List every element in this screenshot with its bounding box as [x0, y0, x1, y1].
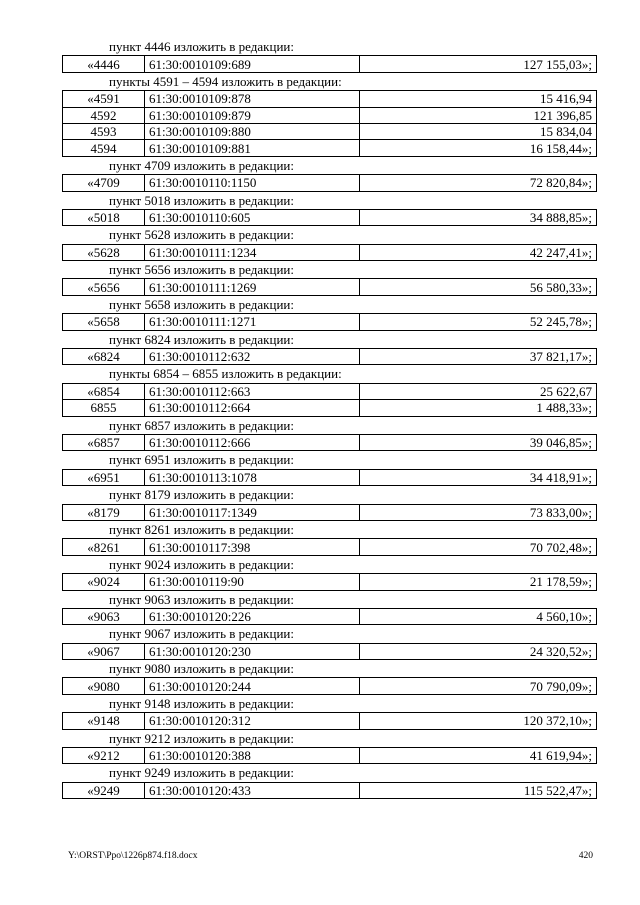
item-number-cell: «6854: [63, 383, 145, 399]
item-number-cell: «8261: [63, 539, 145, 555]
item-number-cell: «9024: [63, 574, 145, 590]
section-caption: пункт 8261 изложить в редакции:: [109, 521, 294, 537]
table-row: [63, 244, 597, 260]
section-caption: пункты 6854 – 6855 изложить в редакции:: [109, 366, 342, 382]
section-caption: пункт 9212 изложить в редакции:: [109, 730, 294, 746]
value-cell: 42 247,41»;: [360, 244, 597, 260]
item-number-cell: «5658: [63, 314, 145, 330]
table-row: [63, 349, 597, 365]
table-row: [63, 56, 597, 72]
item-number-cell: 6855: [63, 400, 145, 416]
section-caption: пункт 6857 изложить в редакции:: [109, 417, 294, 433]
cadastral-number-cell: 61:30:0010109:689: [145, 56, 360, 72]
cadastral-number-cell: 61:30:0010120:230: [145, 643, 360, 659]
table-row: [63, 748, 597, 764]
value-cell: 121 396,85: [360, 107, 597, 123]
section-caption: пункт 9249 изложить в редакции:: [109, 765, 294, 781]
item-number-cell: 4593: [63, 123, 145, 139]
cadastral-number-cell: 61:30:0010111:1234: [145, 244, 360, 260]
item-number-cell: «5628: [63, 244, 145, 260]
amendment-table: [62, 608, 597, 625]
amendment-table: [62, 782, 597, 799]
page-number: 420: [578, 851, 593, 861]
value-cell: 37 821,17»;: [360, 349, 597, 365]
cadastral-number-cell: 61:30:0010113:1078: [145, 469, 360, 485]
section-caption: пункт 5018 изложить в редакции:: [109, 192, 294, 208]
amendment-table: [62, 55, 597, 72]
section-caption: пункт 5656 изложить в редакции:: [109, 262, 294, 278]
value-cell: 1 488,33»;: [360, 400, 597, 416]
cadastral-number-cell: 61:30:0010109:881: [145, 140, 360, 156]
cadastral-number-cell: 61:30:0010110:1150: [145, 175, 360, 191]
item-number-cell: 4592: [63, 107, 145, 123]
item-number-cell: «6951: [63, 469, 145, 485]
amendment-table: [62, 348, 597, 365]
item-number-cell: «9080: [63, 678, 145, 694]
section-caption: пункт 4709 изложить в редакции:: [109, 157, 294, 173]
footer-file-path: Y:\ORST\Ppo\1226p874.f18.docx: [68, 851, 198, 861]
item-number-cell: «6857: [63, 434, 145, 450]
table-row: [63, 539, 597, 555]
cadastral-number-cell: 61:30:0010120:312: [145, 713, 360, 729]
item-number-cell: «6824: [63, 349, 145, 365]
value-cell: 120 372,10»;: [360, 713, 597, 729]
amendment-table: [62, 747, 597, 764]
section-caption: пункт 9024 изложить в редакции:: [109, 556, 294, 572]
table-row: [63, 209, 597, 225]
amendment-table: [62, 244, 597, 261]
amendment-table: [62, 174, 597, 191]
value-cell: 16 158,44»;: [360, 140, 597, 156]
section-caption: пункт 9063 изложить в редакции:: [109, 591, 294, 607]
amendment-table: [62, 90, 597, 157]
cadastral-number-cell: 61:30:0010112:632: [145, 349, 360, 365]
item-number-cell: «9212: [63, 748, 145, 764]
section-caption: пункт 9080 изложить в редакции:: [109, 661, 294, 677]
cadastral-number-cell: 61:30:0010120:226: [145, 608, 360, 624]
table-row: [63, 279, 597, 295]
table-row: [63, 713, 597, 729]
section-caption: пункт 5658 изложить в редакции:: [109, 296, 294, 312]
table-row: [63, 383, 597, 399]
value-cell: 34 888,85»;: [360, 209, 597, 225]
cadastral-number-cell: 61:30:0010112:666: [145, 434, 360, 450]
item-number-cell: «4446: [63, 56, 145, 72]
item-number-cell: 4594: [63, 140, 145, 156]
value-cell: 73 833,00»;: [360, 504, 597, 520]
table-row: [63, 107, 597, 123]
amendment-table: [62, 313, 597, 330]
cadastral-number-cell: 61:30:0010117:398: [145, 539, 360, 555]
cadastral-number-cell: 61:30:0010120:433: [145, 782, 360, 798]
item-number-cell: «4709: [63, 175, 145, 191]
item-number-cell: «9148: [63, 713, 145, 729]
table-row: [63, 400, 597, 416]
document-body: [62, 38, 597, 799]
cadastral-number-cell: 61:30:0010117:1349: [145, 504, 360, 520]
value-cell: 41 619,94»;: [360, 748, 597, 764]
item-number-cell: «4591: [63, 91, 145, 107]
table-row: [63, 123, 597, 139]
cadastral-number-cell: 61:30:0010120:244: [145, 678, 360, 694]
amendment-table: [62, 712, 597, 729]
item-number-cell: «5018: [63, 209, 145, 225]
cadastral-number-cell: 61:30:0010111:1269: [145, 279, 360, 295]
amendment-table: [62, 209, 597, 226]
value-cell: 39 046,85»;: [360, 434, 597, 450]
section-caption: пункт 4446 изложить в редакции:: [109, 39, 294, 54]
section-caption: пункт 9067 изложить в редакции:: [109, 626, 294, 642]
value-cell: 70 702,48»;: [360, 539, 597, 555]
section-caption: пункт 6951 изложить в редакции:: [109, 452, 294, 468]
cadastral-number-cell: 61:30:0010109:879: [145, 107, 360, 123]
cadastral-number-cell: 61:30:0010109:880: [145, 123, 360, 139]
table-row: [63, 574, 597, 590]
amendment-table: [62, 538, 597, 555]
value-cell: 70 790,09»;: [360, 678, 597, 694]
cadastral-number-cell: 61:30:0010119:90: [145, 574, 360, 590]
amendment-table: [62, 573, 597, 590]
item-number-cell: «8179: [63, 504, 145, 520]
value-cell: 15 416,94: [360, 91, 597, 107]
table-row: [63, 140, 597, 156]
table-row: [63, 434, 597, 450]
amendment-table: [62, 677, 597, 694]
table-row: [63, 504, 597, 520]
cadastral-number-cell: 61:30:0010112:663: [145, 383, 360, 399]
amendment-table: [62, 434, 597, 451]
value-cell: 52 245,78»;: [360, 314, 597, 330]
amendment-table: [62, 469, 597, 486]
table-row: [63, 678, 597, 694]
section-caption: пункт 9148 изложить в редакции:: [109, 695, 294, 711]
table-row: [63, 782, 597, 798]
amendment-table: [62, 383, 597, 417]
table-row: [63, 608, 597, 624]
item-number-cell: «5656: [63, 279, 145, 295]
value-cell: 4 560,10»;: [360, 608, 597, 624]
value-cell: 34 418,91»;: [360, 469, 597, 485]
table-row: [63, 175, 597, 191]
section-caption: пункт 6824 изложить в редакции:: [109, 331, 294, 347]
cadastral-number-cell: 61:30:0010112:664: [145, 400, 360, 416]
value-cell: 115 522,47»;: [360, 782, 597, 798]
section-caption: пункт 5628 изложить в редакции:: [109, 227, 294, 243]
value-cell: 25 622,67: [360, 383, 597, 399]
value-cell: 15 834,04: [360, 123, 597, 139]
amendment-table: [62, 504, 597, 521]
table-row: [63, 469, 597, 485]
cadastral-number-cell: 61:30:0010110:605: [145, 209, 360, 225]
table-row: [63, 643, 597, 659]
item-number-cell: «9067: [63, 643, 145, 659]
cadastral-number-cell: 61:30:0010111:1271: [145, 314, 360, 330]
item-number-cell: «9063: [63, 608, 145, 624]
item-number-cell: «9249: [63, 782, 145, 798]
table-row: [63, 314, 597, 330]
value-cell: 56 580,33»;: [360, 279, 597, 295]
amendment-table: [62, 643, 597, 660]
cadastral-number-cell: 61:30:0010120:388: [145, 748, 360, 764]
amendment-table: [62, 278, 597, 295]
value-cell: 127 155,03»;: [360, 56, 597, 72]
table-row: [63, 91, 597, 107]
value-cell: 21 178,59»;: [360, 574, 597, 590]
value-cell: 72 820,84»;: [360, 175, 597, 191]
value-cell: 24 320,52»;: [360, 643, 597, 659]
section-caption: пункты 4591 – 4594 изложить в редакции:: [109, 73, 342, 89]
section-caption: пункт 8179 изложить в редакции:: [109, 487, 294, 503]
cadastral-number-cell: 61:30:0010109:878: [145, 91, 360, 107]
page-footer: [68, 851, 593, 861]
